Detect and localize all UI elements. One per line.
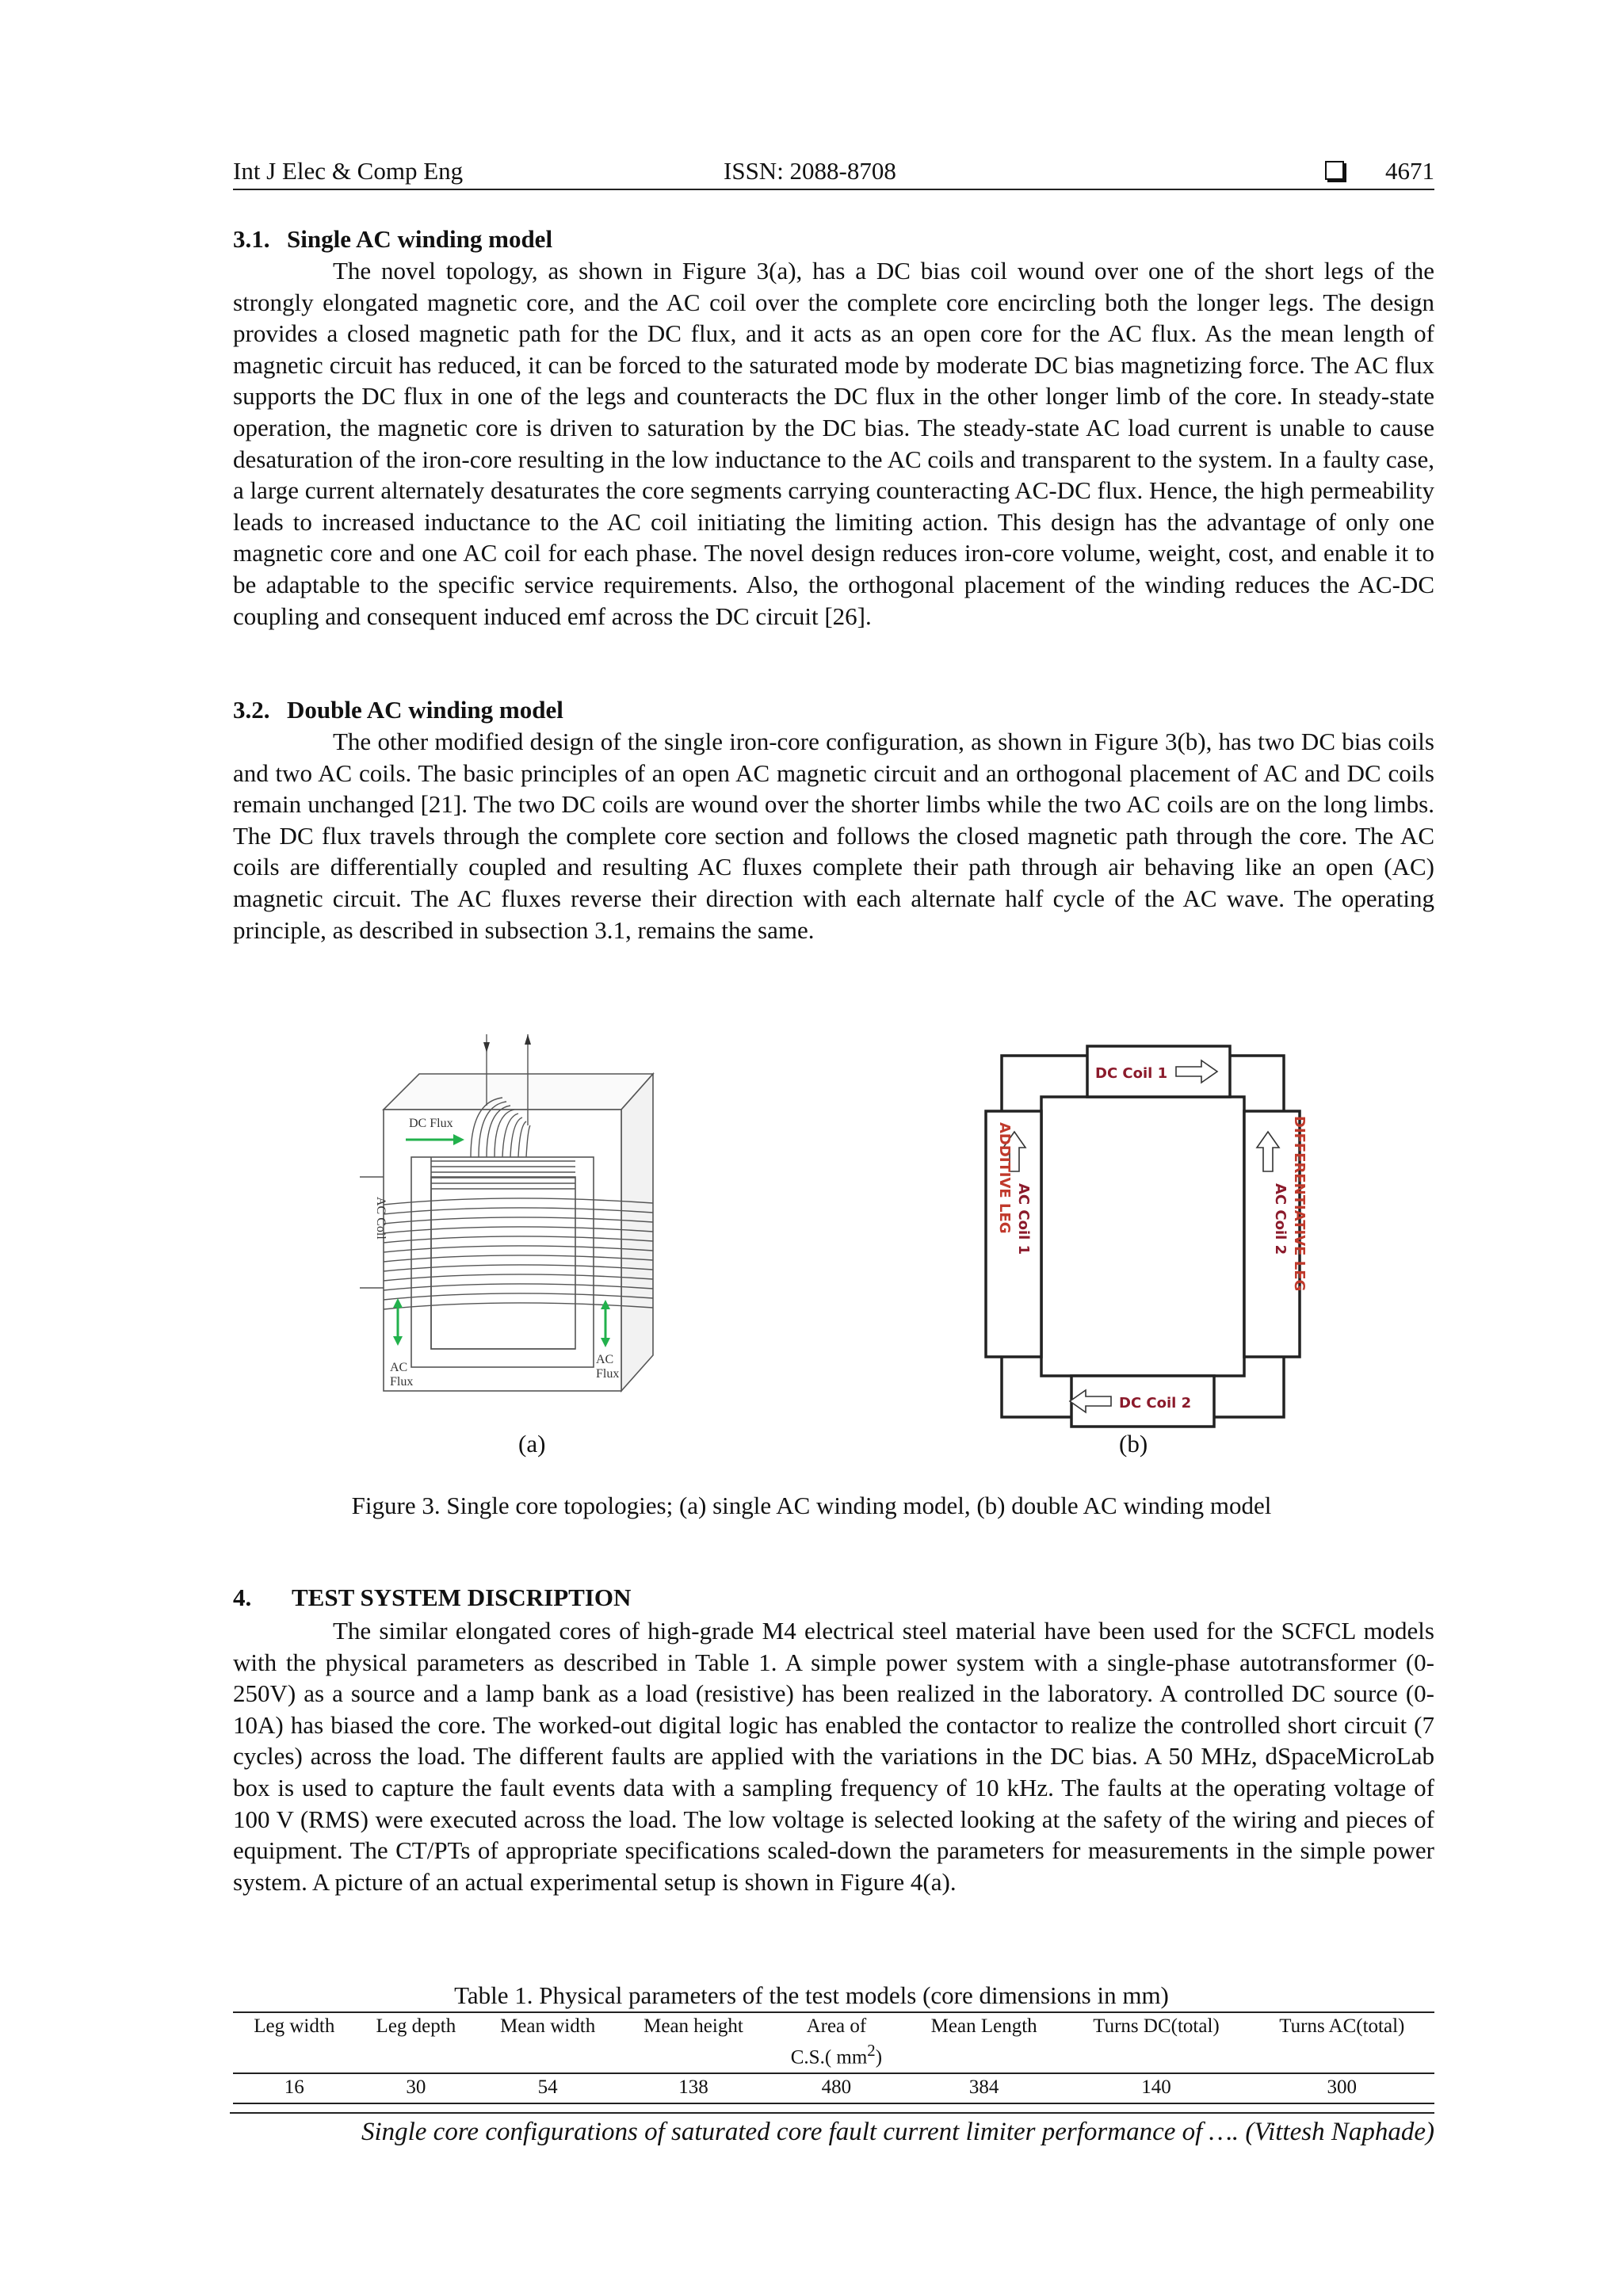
table-header-cell: Leg width: [233, 2012, 356, 2073]
table-header-cell: Turns AC(total): [1250, 2012, 1434, 2073]
ac-flux-left-label: AC: [390, 1361, 408, 1374]
ac-coil-1-label: AC Coil 1: [1015, 1183, 1032, 1255]
table-cell: 54: [476, 2073, 619, 2103]
table-row: [233, 2073, 1434, 2103]
table-caption: Table 1. Physical parameters of the test models (core dimensions in mm): [454, 1981, 1169, 2009]
ac-flux-right-label: AC: [596, 1353, 614, 1366]
table-header-cell: Area of C.S.( $mm^2$): [768, 2012, 905, 2073]
table-header-cell: Mean Length: [905, 2012, 1063, 2073]
section-paragraph: The similar elongated cores of high-grade M4 electrical steel material have been used for the SCFCL models with the physical parameters as described in Table 1. A simple power system with a single-phase autotransformer (0-250V) as a source and a lamp bank as a load (resistive) has been realized in the laboratory. A controlled DC source (0-10A) has biased the core. The worked-out digital logic has enabled the contactor to realize the controlled short circuit (7 cycles) across the load. The different faults are applied with the variations in the DC bias. A 50 MHz, dSpaceMicroLab box is used to capture the fault events data with a sampling frequency of 10 kHz. The faults at the operating voltage of 100 V (RMS) were executed across the load. The low voltage is selected looking at the safety of the wiring and pieces of equipment. The CT/PTs of appropriate specifications scaled-down the parameters for measurements in the simple power system. A picture of an actual experimental setup is shown in Figure 4(a).: [233, 1617, 1434, 1896]
figure-3a-label: (a): [518, 1430, 546, 1457]
figure-caption: Figure 3. Single core topologies; (a) single AC winding model, (b) double AC winding model: [351, 1492, 1272, 1519]
parameters-table: [233, 2011, 1434, 2104]
footer-rule: [230, 2112, 1434, 2114]
section-paragraph: The novel topology, as shown in Figure 3(a), has a DC bias coil wound over one of the short legs of the strongly elongated magnetic core, and the AC coil over the complete core encircling both the longer legs. The design provides a closed magnetic path for the DC flux, and it acts as an open core for the AC flux. As the mean length of magnetic circuit has reduced, it can be forced to the saturated mode by moderate DC bias magnetizing force. The AC flux supports the DC flux in one of the legs and counteracts the DC flux in the other longer limb of the core. In steady-state operation, the magnetic core is driven to saturation by the DC bias. The steady-state AC load current is unable to cause desaturation of the iron-core resulting in the low inductance to the AC coils and transparent to the system. In a faulty case, a large current alternately desaturates the core segments carrying counteracting AC-DC flux. Hence, the high permeability leads to increased inductance to the AC coil initiating the limiting action. This design has the advantage of only one magnetic core and one AC coil for each phase. The novel design reduces iron-core volume, weight, cost, and enable it to be adaptable to the specific service requirements. Also, the orthogonal placement of the winding reduces the AC-DC coupling and consequent induced emf across the DC circuit [26].: [233, 257, 1434, 630]
differentiative-leg-label: DIFFERENTIATIVE LEG: [1291, 1116, 1308, 1292]
additive-leg-label: ADDITIVE LEG: [996, 1122, 1013, 1234]
section-3-2: [233, 694, 1434, 946]
ac-coil-2-label: AC Coil 2: [1272, 1183, 1289, 1255]
ac-coil-label: AC Coil: [374, 1197, 388, 1240]
dc-flux-label: DC Flux: [409, 1117, 453, 1130]
section-heading: 3.1. Single AC winding model: [233, 225, 553, 253]
ac-flux-left-label-2: Flux: [390, 1375, 414, 1389]
figure-3b-diagram: [986, 1045, 1308, 1433]
section-3-1: [233, 223, 1434, 632]
table-cell: 300: [1250, 2073, 1434, 2103]
table-cell: 30: [356, 2073, 477, 2103]
table-header-cell: Turns DC(total): [1063, 2012, 1249, 2073]
issn: ISSN: 2088-8708: [724, 157, 896, 185]
square-bullet-icon: [1325, 161, 1344, 180]
section-4: [233, 1615, 1434, 1897]
page-number-block: [1325, 157, 1434, 185]
table-header-cell: Leg depth: [356, 2012, 477, 2073]
table-cell: 140: [1063, 2073, 1249, 2103]
figure-3b-label: (b): [1119, 1430, 1148, 1457]
running-header: [233, 155, 1434, 190]
table-cell: 384: [905, 2073, 1063, 2103]
ac-flux-right-label-2: Flux: [596, 1367, 620, 1381]
table-header-cell: Mean height: [619, 2012, 768, 2073]
dc-coil-2-label: DC Coil 2: [1119, 1395, 1192, 1412]
section-4-heading: 4. TEST SYSTEM DISCRIPTION: [233, 1584, 632, 1611]
table-cell: 138: [619, 2073, 768, 2103]
figure-3a-diagram: [360, 1030, 724, 1442]
dc-coil-1-label: DC Coil 1: [1095, 1065, 1168, 1082]
section-paragraph: The other modified design of the single iron-core configuration, as shown in Figure 3(b), has two DC bias coils and two AC coils. The basic principles of an open AC magnetic circuit and an orthogonal placement of AC and DC coils remain unchanged [21]. The two DC coils are wound over the shorter limbs while the two AC coils are on the long limbs. The DC flux travels through the complete core section and follows the closed magnetic path through the core. The AC coils are differentially coupled and resulting AC fluxes complete their path through air behaving like an open (AC) magnetic circuit. The AC fluxes reverse their direction with each alternate half cycle of the AC wave. The operating principle, as described in subsection 3.1, remains the same.: [233, 728, 1434, 944]
figure-3: [233, 1030, 1434, 1474]
table-cell: 480: [768, 2073, 905, 2103]
page-number: 4671: [1385, 157, 1434, 185]
journal-name: Int J Elec & Comp Eng: [233, 157, 464, 185]
table-header-cell: Mean width: [476, 2012, 619, 2073]
section-heading: 3.2. Double AC winding model: [233, 696, 563, 724]
table-cell: 16: [233, 2073, 356, 2103]
table-header-row: [233, 2012, 1434, 2073]
running-footer: Single core configurations of saturated core fault current limiter performance of …. (Vittesh Naphade): [361, 2118, 1434, 2146]
